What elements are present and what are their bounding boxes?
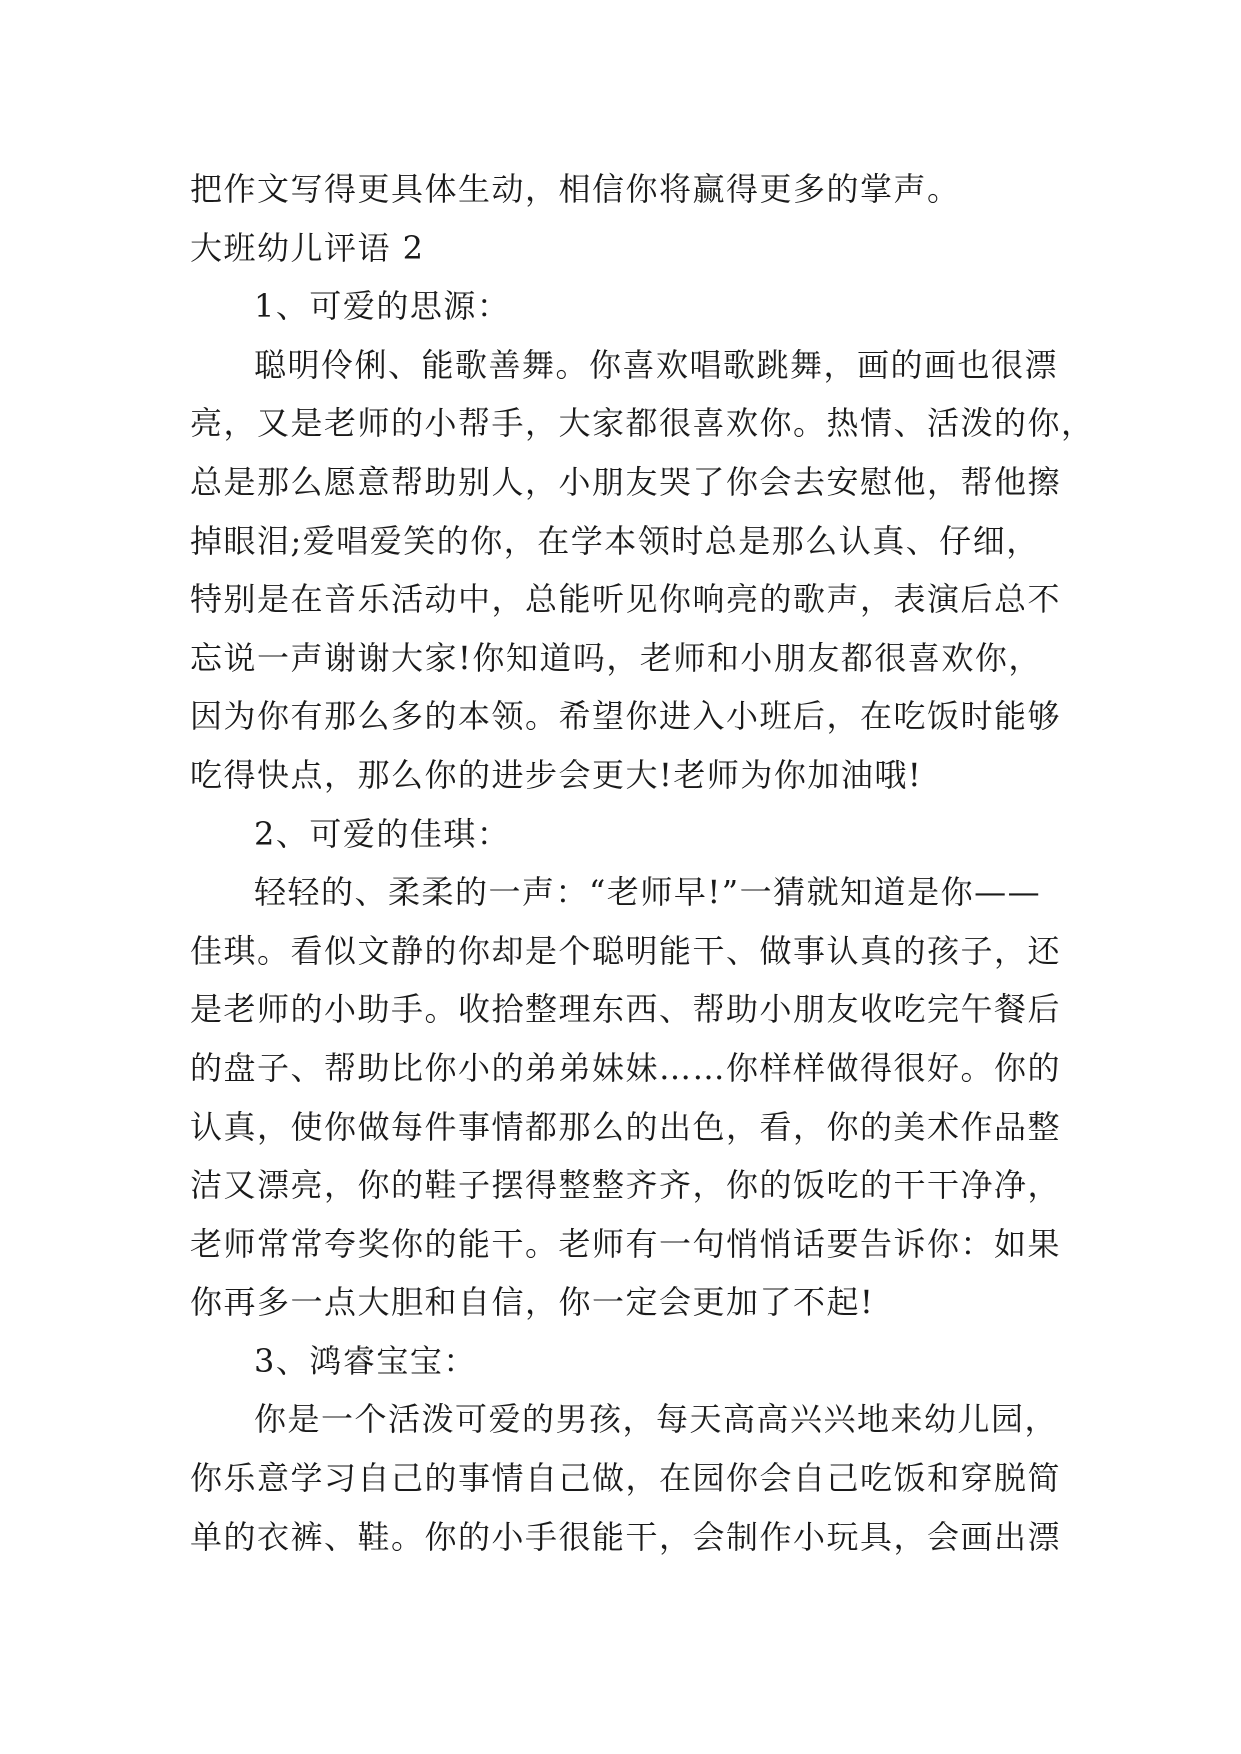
text-line: 吃得快点，那么你的进步会更大!老师为你加油哦! <box>190 755 923 794</box>
text-line: 洁又漂亮，你的鞋子摆得整整齐齐，你的饭吃的干干净净， <box>190 1166 1062 1205</box>
text-line: 亮，又是老师的小帮手，大家都很喜欢你。热情、活泼的你， <box>190 404 1095 443</box>
text-line: 因为你有那么多的本领。希望你进入小班后，在吃饭时能够 <box>190 697 1062 736</box>
text-line: 你乐意学习自己的事情自己做，在园你会自己吃饭和穿脱简 <box>190 1459 1062 1498</box>
text-line: 把作文写得更具体生动，相信你将赢得更多的掌声。 <box>190 170 961 208</box>
text-line: 的盘子、帮助比你小的弟弟妹妹……你样样做得很好。你的 <box>190 1048 1062 1087</box>
text-line: 认真，使你做每件事情都那么的出色，看，你的美术作品整 <box>190 1107 1062 1146</box>
text-line: 单的衣裤、鞋。你的小手很能干，会制作小玩具，会画出漂 <box>190 1517 1062 1556</box>
text-line: 轻轻的、柔柔的一声：“老师早!”一猜就知道是你—— <box>254 873 1042 912</box>
item-heading: 2、可爱的佳琪： <box>254 814 511 853</box>
text-line: 特别是在音乐活动中，总能听见你响亮的歌声，表演后总不 <box>190 580 1062 619</box>
text-line: 是老师的小助手。收拾整理东西、帮助小朋友收吃完午餐后 <box>190 990 1062 1029</box>
section-heading: 大班幼儿评语 2 <box>190 228 425 267</box>
item-heading: 3、鸿睿宝宝： <box>254 1341 477 1380</box>
text-line: 你再多一点大胆和自信，你一定会更加了不起! <box>190 1283 875 1322</box>
text-line: 聪明伶俐、能歌善舞。你喜欢唱歌跳舞，画的画也很漂 <box>254 345 1059 384</box>
text-line: 你是一个活泼可爱的男孩，每天高高兴兴地来幼儿园， <box>254 1400 1059 1439</box>
document-body <box>190 160 1095 1566</box>
text-line: 佳琪。看似文静的你却是个聪明能干、做事认真的孩子，还 <box>190 931 1062 970</box>
item-heading: 1、可爱的思源： <box>254 287 511 326</box>
text-line: 总是那么愿意帮助别人，小朋友哭了你会去安慰他，帮他擦 <box>190 462 1062 501</box>
text-line: 掉眼泪;爱唱爱笑的你，在学本领时总是那么认真、仔细， <box>190 521 1040 560</box>
text-line: 老师常常夸奖你的能干。老师有一句悄悄话要告诉你：如果 <box>190 1224 1062 1263</box>
text-line: 忘说一声谢谢大家!你知道吗，老师和小朋友都很喜欢你， <box>190 638 1042 677</box>
